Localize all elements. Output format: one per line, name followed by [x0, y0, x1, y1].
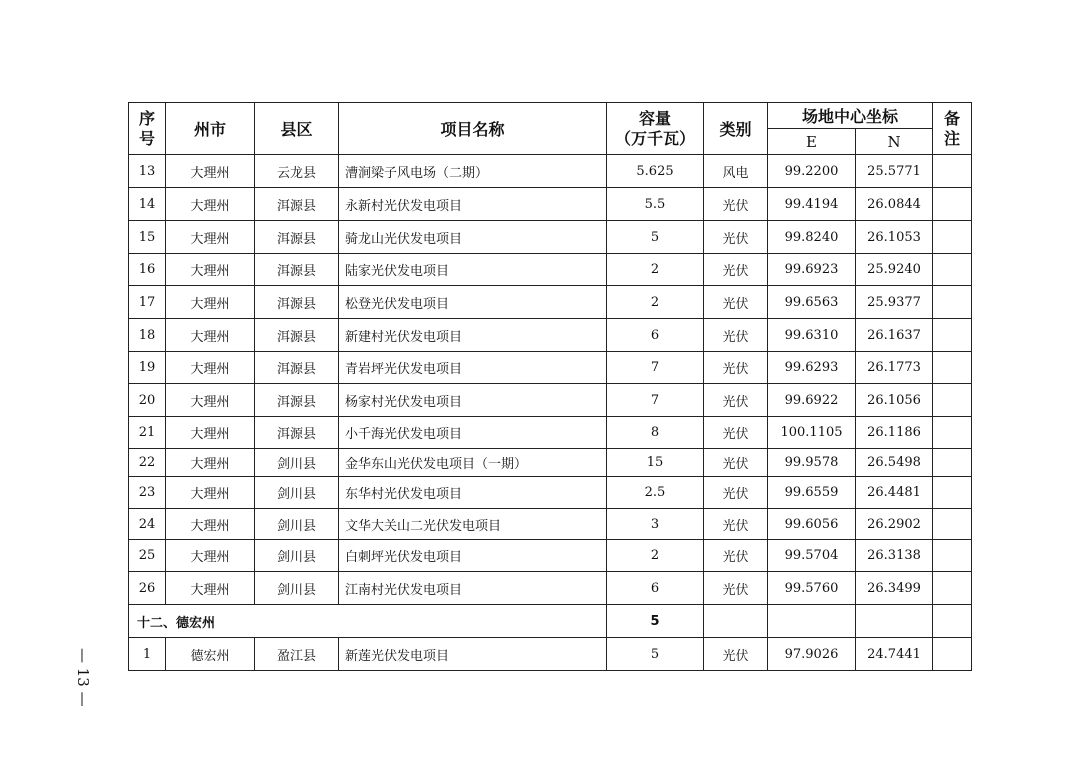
- header-coords: 场地中心坐标: [768, 103, 933, 129]
- header-remark: 备 注: [933, 103, 972, 155]
- section-empty-cell: [768, 605, 856, 638]
- cell-type: 光伏: [704, 509, 768, 540]
- cell-e: 99.5760: [768, 572, 856, 605]
- table-row: [129, 417, 972, 449]
- cell-county: 洱源县: [255, 286, 339, 319]
- table-row: [129, 352, 972, 384]
- table-row: [129, 540, 972, 572]
- header-e: E: [768, 129, 856, 155]
- table-row: [129, 384, 972, 417]
- cell-seq: 22: [129, 449, 166, 477]
- cell-n: 25.9240: [856, 254, 933, 286]
- cell-pref: 大理州: [166, 221, 255, 254]
- cell-type: 光伏: [704, 417, 768, 449]
- cell-name: 东华村光伏发电项目: [339, 477, 607, 509]
- cell-name: 新莲光伏发电项目: [339, 638, 607, 671]
- cell-name: 文华大关山二光伏发电项目: [339, 509, 607, 540]
- cell-pref: 德宏州: [166, 638, 255, 671]
- cell-remark: [933, 417, 972, 449]
- cell-county: 云龙县: [255, 155, 339, 188]
- section-empty-cell: [704, 605, 768, 638]
- cell-name: 松登光伏发电项目: [339, 286, 607, 319]
- cell-type: 光伏: [704, 352, 768, 384]
- cell-remark: [933, 286, 972, 319]
- table-row: [129, 509, 972, 540]
- project-table: [128, 102, 972, 671]
- table-row: [129, 254, 972, 286]
- cell-county: 剑川县: [255, 477, 339, 509]
- cell-type: 光伏: [704, 540, 768, 572]
- header-project: 项目名称: [339, 103, 607, 155]
- cell-seq: 24: [129, 509, 166, 540]
- cell-county: 洱源县: [255, 221, 339, 254]
- cell-n: 26.4481: [856, 477, 933, 509]
- cell-seq: 25: [129, 540, 166, 572]
- cell-type: 光伏: [704, 319, 768, 352]
- cell-e: 99.6559: [768, 477, 856, 509]
- table-row: [129, 286, 972, 319]
- cell-pref: 大理州: [166, 417, 255, 449]
- cell-n: 26.1637: [856, 319, 933, 352]
- cell-remark: [933, 221, 972, 254]
- cell-county: 洱源县: [255, 384, 339, 417]
- cell-remark: [933, 319, 972, 352]
- cell-remark: [933, 449, 972, 477]
- cell-n: 25.9377: [856, 286, 933, 319]
- cell-cap: 5.5: [607, 188, 704, 221]
- section-total-capacity: 5: [607, 605, 704, 638]
- table-header: [129, 103, 972, 155]
- header-capacity: 容量 （万千瓦）: [607, 103, 704, 155]
- cell-name: 永新村光伏发电项目: [339, 188, 607, 221]
- cell-county: 剑川县: [255, 509, 339, 540]
- cell-seq: 21: [129, 417, 166, 449]
- header-county: 县区: [255, 103, 339, 155]
- cell-remark: [933, 540, 972, 572]
- cell-type: 光伏: [704, 572, 768, 605]
- cell-n: 26.1053: [856, 221, 933, 254]
- cell-pref: 大理州: [166, 477, 255, 509]
- cell-name: 江南村光伏发电项目: [339, 572, 607, 605]
- cell-name: 漕涧梁子风电场（二期）: [339, 155, 607, 188]
- cell-type: 光伏: [704, 254, 768, 286]
- cell-seq: 16: [129, 254, 166, 286]
- cell-cap: 2: [607, 540, 704, 572]
- cell-name: 小千海光伏发电项目: [339, 417, 607, 449]
- cell-seq: 26: [129, 572, 166, 605]
- cell-cap: 5: [607, 638, 704, 671]
- cell-e: 100.1105: [768, 417, 856, 449]
- cell-e: 99.6922: [768, 384, 856, 417]
- cell-pref: 大理州: [166, 384, 255, 417]
- cell-remark: [933, 509, 972, 540]
- cell-e: 99.9578: [768, 449, 856, 477]
- cell-pref: 大理州: [166, 540, 255, 572]
- cell-remark: [933, 477, 972, 509]
- cell-type: 风电: [704, 155, 768, 188]
- cell-cap: 6: [607, 319, 704, 352]
- section-empty-cell: [933, 605, 972, 638]
- cell-pref: 大理州: [166, 509, 255, 540]
- cell-type: 光伏: [704, 221, 768, 254]
- cell-e: 97.9026: [768, 638, 856, 671]
- cell-type: 光伏: [704, 286, 768, 319]
- cell-cap: 15: [607, 449, 704, 477]
- cell-county: 洱源县: [255, 319, 339, 352]
- cell-remark: [933, 638, 972, 671]
- cell-n: 25.5771: [856, 155, 933, 188]
- cell-pref: 大理州: [166, 254, 255, 286]
- cell-pref: 大理州: [166, 449, 255, 477]
- cell-county: 剑川县: [255, 449, 339, 477]
- header-seq: 序 号: [129, 103, 166, 155]
- cell-e: 99.2200: [768, 155, 856, 188]
- cell-county: 剑川县: [255, 572, 339, 605]
- cell-remark: [933, 254, 972, 286]
- cell-n: 26.0844: [856, 188, 933, 221]
- cell-seq: 20: [129, 384, 166, 417]
- table-row: [129, 638, 972, 671]
- cell-pref: 大理州: [166, 572, 255, 605]
- cell-cap: 6: [607, 572, 704, 605]
- table-row: [129, 477, 972, 509]
- cell-cap: 3: [607, 509, 704, 540]
- cell-remark: [933, 155, 972, 188]
- cell-seq: 1: [129, 638, 166, 671]
- cell-seq: 15: [129, 221, 166, 254]
- cell-seq: 18: [129, 319, 166, 352]
- table-row: [129, 188, 972, 221]
- cell-type: 光伏: [704, 188, 768, 221]
- cell-cap: 5: [607, 221, 704, 254]
- cell-seq: 19: [129, 352, 166, 384]
- cell-remark: [933, 384, 972, 417]
- cell-county: 剑川县: [255, 540, 339, 572]
- cell-cap: 5.625: [607, 155, 704, 188]
- table-row: [129, 572, 972, 605]
- cell-pref: 大理州: [166, 155, 255, 188]
- cell-county: 洱源县: [255, 254, 339, 286]
- table-row: [129, 449, 972, 477]
- cell-cap: 7: [607, 352, 704, 384]
- table-body: [129, 155, 972, 671]
- cell-county: 洱源县: [255, 352, 339, 384]
- cell-remark: [933, 188, 972, 221]
- cell-county: 洱源县: [255, 417, 339, 449]
- cell-pref: 大理州: [166, 319, 255, 352]
- section-row: [129, 605, 972, 638]
- cell-seq: 17: [129, 286, 166, 319]
- cell-name: 杨家村光伏发电项目: [339, 384, 607, 417]
- cell-n: 26.3138: [856, 540, 933, 572]
- cell-cap: 2.5: [607, 477, 704, 509]
- cell-remark: [933, 352, 972, 384]
- cell-remark: [933, 572, 972, 605]
- cell-n: 26.1773: [856, 352, 933, 384]
- cell-e: 99.8240: [768, 221, 856, 254]
- cell-pref: 大理州: [166, 188, 255, 221]
- cell-cap: 8: [607, 417, 704, 449]
- cell-n: 26.1186: [856, 417, 933, 449]
- cell-cap: 7: [607, 384, 704, 417]
- cell-e: 99.5704: [768, 540, 856, 572]
- cell-type: 光伏: [704, 638, 768, 671]
- cell-name: 陆家光伏发电项目: [339, 254, 607, 286]
- cell-type: 光伏: [704, 449, 768, 477]
- cell-n: 26.2902: [856, 509, 933, 540]
- cell-e: 99.6310: [768, 319, 856, 352]
- cell-type: 光伏: [704, 384, 768, 417]
- cell-e: 99.6293: [768, 352, 856, 384]
- cell-county: 盈江县: [255, 638, 339, 671]
- table-row: [129, 319, 972, 352]
- cell-n: 26.5498: [856, 449, 933, 477]
- cell-n: 26.1056: [856, 384, 933, 417]
- cell-name: 金华东山光伏发电项目（一期）: [339, 449, 607, 477]
- cell-cap: 2: [607, 286, 704, 319]
- cell-pref: 大理州: [166, 286, 255, 319]
- table-row: [129, 155, 972, 188]
- cell-cap: 2: [607, 254, 704, 286]
- cell-name: 新建村光伏发电项目: [339, 319, 607, 352]
- cell-e: 99.4194: [768, 188, 856, 221]
- cell-n: 26.3499: [856, 572, 933, 605]
- cell-name: 白刺坪光伏发电项目: [339, 540, 607, 572]
- section-title: 十二、德宏州: [129, 605, 607, 638]
- cell-type: 光伏: [704, 477, 768, 509]
- cell-e: 99.6563: [768, 286, 856, 319]
- header-category: 类别: [704, 103, 768, 155]
- header-n: N: [856, 129, 933, 155]
- cell-county: 洱源县: [255, 188, 339, 221]
- cell-e: 99.6923: [768, 254, 856, 286]
- header-prefecture: 州市: [166, 103, 255, 155]
- cell-pref: 大理州: [166, 352, 255, 384]
- cell-seq: 23: [129, 477, 166, 509]
- cell-name: 青岩坪光伏发电项目: [339, 352, 607, 384]
- cell-e: 99.6056: [768, 509, 856, 540]
- cell-n: 24.7441: [856, 638, 933, 671]
- section-empty-cell: [856, 605, 933, 638]
- cell-seq: 13: [129, 155, 166, 188]
- page-number: — 13 —: [74, 648, 92, 707]
- cell-name: 骑龙山光伏发电项目: [339, 221, 607, 254]
- table-row: [129, 221, 972, 254]
- cell-seq: 14: [129, 188, 166, 221]
